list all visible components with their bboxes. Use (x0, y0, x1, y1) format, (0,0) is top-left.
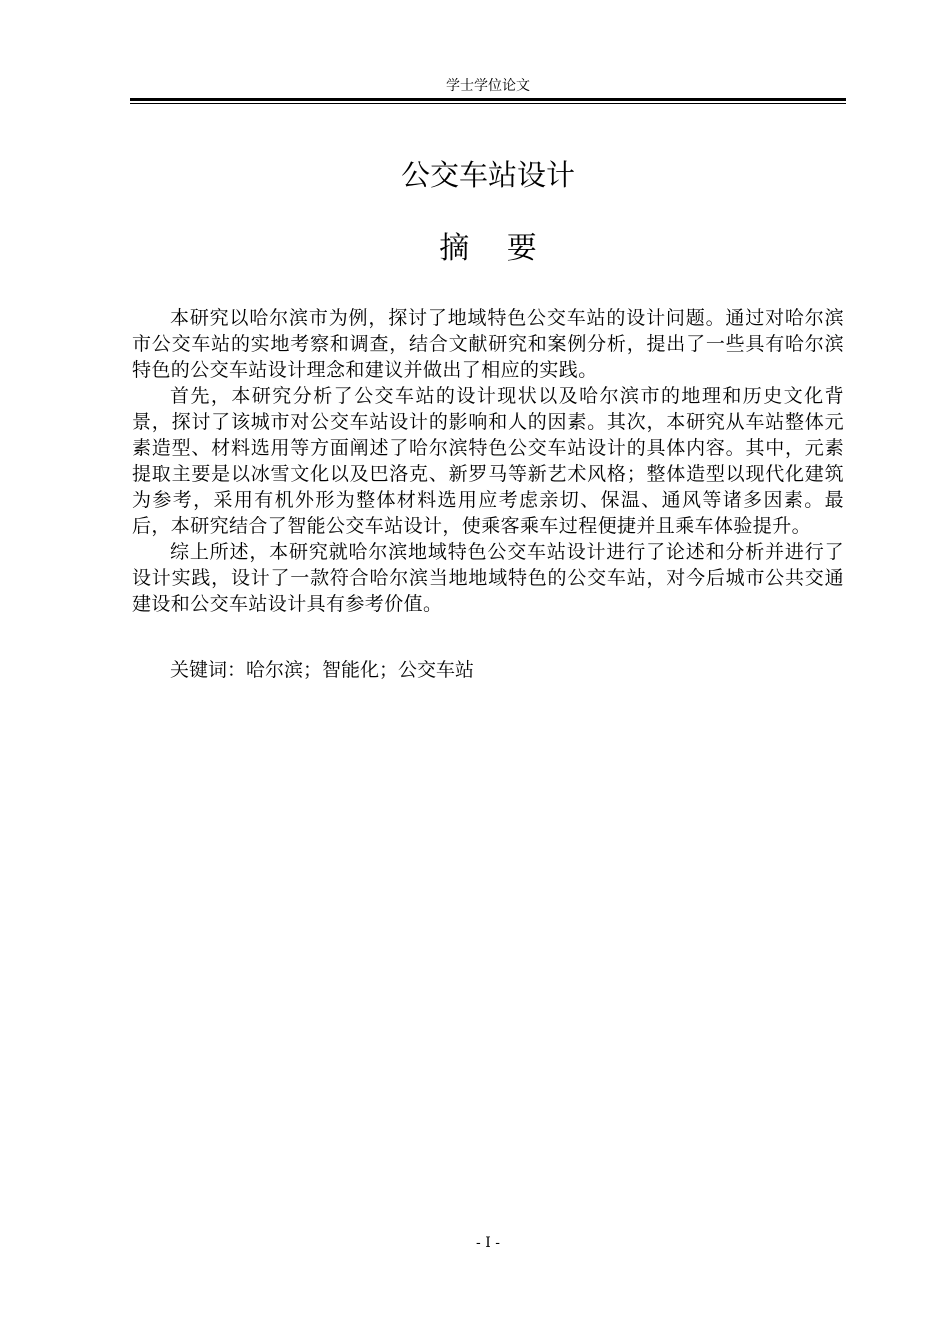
keywords-line: 关键词：哈尔滨；智能化；公交车站 (170, 659, 475, 681)
abstract-paragraph-2: 首先，本研究分析了公交车站的设计现状以及哈尔滨市的地理和历史文化背景，探讨了该城市对公交车站设计的影响和人的因素。其次，本研究从车站整体元素造型、材料选用等方面阐述了哈尔滨特色公交车站设计的具体内容。其中，元素提取主要是以冰雪文化以及巴洛克、新罗马等新艺术风格；整体造型以现代化建筑为参考，采用有机外形为整体材料选用应考虑亲切、保温、通风等诸多因素。最后，本研究结合了智能公交车站设计，使乘客乘车过程便捷并且乘车体验提升。 (132, 385, 844, 537)
abstract-heading: 摘 要 (439, 231, 551, 266)
thesis-title: 公交车站设计 (400, 158, 575, 192)
abstract-paragraph-3: 综上所述，本研究就哈尔滨地域特色公交车站设计进行了论述和分析并进行了设计实践，设计了一款符合哈尔滨当地地域特色的公交车站，对今后城市公共交通建设和公交车站设计具有参考价值。 (132, 541, 844, 615)
page-number: - I - (476, 1235, 500, 1251)
header-rule-thin (130, 103, 846, 104)
abstract-body (132, 305, 844, 617)
running-header: 学士学位论文 (446, 78, 530, 94)
abstract-paragraph-1: 本研究以哈尔滨市为例，探讨了地域特色公交车站的设计问题。通过对哈尔滨市公交车站的实地考察和调查，结合文献研究和案例分析，提出了一些具有哈尔滨特色的公交车站设计理念和建议并做出了相应的实践。 (132, 307, 844, 381)
header-rule-thick (130, 98, 846, 101)
